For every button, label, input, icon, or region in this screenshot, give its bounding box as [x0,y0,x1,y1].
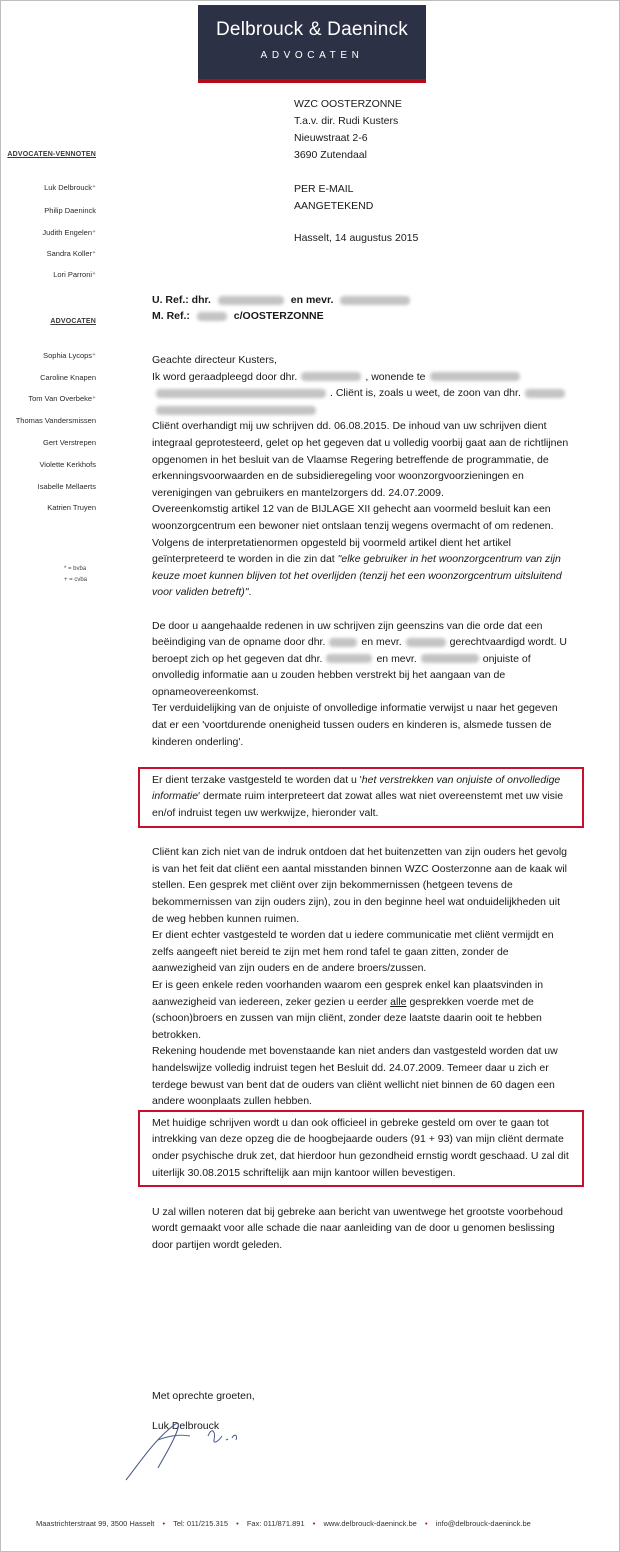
ref-text: c/OOSTERZONNE [233,310,324,322]
text-run: Ter verduidelijking van de onjuiste of onvolledige informatie verwijst u naar het gegeven dat er een 'voortdurende onenigheid tussen ouders en kinderen is, alsmede tussen de kinderen onderling'. [152,702,558,748]
text-run [152,535,572,601]
redacted-text [421,654,479,663]
ref-text: en mevr. [290,294,334,306]
redacted-text [156,406,316,415]
paragraph [152,618,572,751]
text-run: . [248,586,252,599]
partners-heading: ADVOCATEN-VENNOTEN [7,151,96,158]
letter-date: Hasselt, 14 augustus 2015 [294,232,419,244]
lawyer-name: Caroline Knapen [40,373,96,382]
firm-name: Delbrouck & Daeninck [216,19,408,40]
text-run: onjuiste of onvolledig informatie aan u zouden hebben verstrekt bij het aangaan van de opnameovereenkomst. [152,652,531,698]
lawyer-name: Thomas Vandersmissen [15,416,96,425]
paragraph: Cliënt overhandigt mij uw schrijven dd. 06.08.2015. De inhoud van uw schrijven dient integraal geprotesteerd, gelet op het gegeven dat u volledig voorbij gaat aan de richtlijnen opgenomen in het besluit van de Vlaamse Regering betreffende de programmatie, de erkenningsvoorwaarden en de subsidieregeling voor woonzorgvoorzieningen en verenigingen van gebruikers en mantelzorgers dd. 24.07.2009. [152,420,569,499]
legend-cvba: + = cvba [64,577,88,583]
address-line: Nieuwstraat 2-6 [294,132,368,144]
paragraph [152,977,572,1043]
paragraph: Rekening houdende met bovenstaande kan niet anders dan vastgesteld worden dat uw handelswijze volledig indruist tegen het Besluit dd. 24.07.2009. Temeer daar u zich er terdege bewust van bent dat de ouders van cliënt wellicht niet binnen de 60 dagen een andere woonplaats zullen hebben. [152,1045,558,1108]
ref-text: dhr. [191,294,211,306]
ref-label: U. Ref.: [152,294,189,306]
redacted-text [156,389,326,398]
text-run: ' dermate ruim interpreteert dat zowat alles wat niet overeenstemt met uw visie en/of indruist tegen uw werkwijze, hieronder valt. [152,790,564,820]
lawyer-name: Katrien Truyen [47,503,96,512]
quote: het verstrekken van onjuiste of onvolledige informatie [152,773,561,803]
redacted-text [197,312,227,321]
footer-separator: • [162,1519,166,1528]
text-run: Er is geen enkele reden voorhanden waarom een gesprek enkel kan plaatsvinden in aanwezigheid van iedereen, zeker gezien u eerder [152,978,544,1008]
redacted-text [430,372,520,381]
text-run: gesprekken voerde met de (schoon)broers en zussen van mijn cliënt, zonder deze laatste daarin ooit te hebben betrokken. [152,995,542,1041]
text-run: en mevr. [376,652,417,665]
text-run: , wonende te [365,370,426,383]
lawyer-name: Violette Kerkhofs [39,460,96,469]
salutation: Geachte directeur Kusters, [152,354,277,366]
footer-address: Maastrichterstraat 99, 3500 Hasselt [36,1519,155,1528]
footer-separator: • [312,1519,316,1528]
firm-logo [198,5,426,83]
footer-tel: Tel: 011/215.315 [173,1519,228,1528]
footer-website: www.delbrouck-daeninck.be [323,1519,417,1528]
redacted-text [329,638,357,647]
closing: Met oprechte groeten, [152,1390,255,1402]
legend-bvba: * = bvba [64,566,87,572]
redacted-text [406,638,446,647]
lawyer-name: Isabelle Mellaerts [37,482,96,491]
partner-name: Lori Parroni⁺ [53,270,96,279]
text-run: gerechtvaardigd wordt. U beroept zich op het gegeven dat dhr. [152,636,567,665]
text-run [152,618,572,701]
lawyers-heading: ADVOCATEN [50,318,96,325]
recipient-address [294,96,402,215]
redacted-text [301,372,361,381]
lawyer-name: Tom Van Overbeke⁺ [28,394,96,403]
delivery-line: AANGETEKEND [294,200,374,212]
paragraph: Cliënt kan zich niet van de indruk ontdoen dat het buitenzetten van zijn ouders het gevolg is van het feit dat cliënt een aantal misstanden binnen WZC Oosterzonne aan de kaak wil stellen. Een gesprek met cliënt over zijn bekommernissen (hetgeen tevens de bekommernissen van zijn ouders zijn), zou in den beginne heel wat onduidelijkheden uit de weg hebben kunnen ruimen. [152,846,568,925]
partner-name: Sandra Koller⁺ [46,249,96,258]
your-reference [152,292,414,308]
handwritten-signature [118,1396,258,1486]
partner-name: Judith Engelen⁺ [42,228,96,237]
address-line: WZC OOSTERZONNE [294,98,402,110]
footer [36,1519,576,1528]
text-run: De door u aangehaalde redenen in uw schrijven zijn geenszins van die orde dat een beëindiging van de opname door dhr. [152,619,543,649]
text-run: en mevr. [361,636,402,649]
paragraph [152,501,572,601]
text-run: Er dient terzake vastgesteld te worden dat u ' [152,773,362,786]
text-run: Ik word geraadpleegd door dhr. [152,370,298,383]
our-reference [152,308,414,324]
letter-body [152,352,572,1253]
paragraph [152,369,572,419]
highlight-box: Met huidige schrijven wordt u dan ook officieel in gebreke gesteld om over te gaan tot intrekking van deze opzeg die de hoogbejaarde ouders (91 + 93) van mijn cliënt dermate onder psychische druk zet, dat hierdoor hun gezondheid ernstig wordt geschaad. U zal dit uiterlijk 30.08.2015 schriftelijk aan mijn kantoor willen bevestigen. [138,1110,584,1187]
firm-subtitle: ADVOCATEN [260,50,364,61]
ref-label: M. Ref.: [152,310,190,322]
redacted-text [218,296,284,305]
redacted-text [525,389,565,398]
text-run: Volgens de interpretatienormen opgesteld bij voormeld artikel dient het artikel geïnterpreteerd te worden in die zin dat [152,536,511,566]
footer-separator: • [236,1519,239,1528]
references [152,292,414,324]
partner-name: Philip Daeninck [44,206,96,215]
text-run: . Cliënt is, zoals u weet, de zoon van dhr. [330,387,521,400]
paragraph: Er dient echter vastgesteld te worden dat u iedere communicatie met cliënt vermijdt en zelfs aangeeft niet bereid te zijn met hem rond tafel te gaan zitten, zonder de aanwezigheid van zijn ouders en de andere broers/zussen. [152,929,554,975]
delivery-line: PER E-MAIL [294,183,354,195]
highlight-box [138,767,584,828]
signatory: Luk Delbrouck [152,1420,220,1432]
lawyer-name: Gert Verstrepen [43,438,96,447]
partner-name: Luk Delbrouck⁺ [44,183,96,192]
quote: "elke gebruiker in het woonzorgcentrum van zijn keuze moet kunnen blijven tot het overlijden (tenzij het een woonzorgcentrum uitsluitend voor validen betreft)" [152,553,562,599]
underlined-word: alle [390,995,407,1008]
text-run: Overeenkomstig artikel 12 van de BIJLAGE XII gehecht aan voormeld besluit kan een woonzorgcentrum een bewoner niet ontslaan tenzij wegens overmacht of om redenen. [152,503,554,532]
lawyer-name: Sophia Lycops⁺ [43,351,96,360]
footer-email: info@delbrouck-daeninck.be [435,1519,531,1528]
redacted-text [340,296,410,305]
footer-fax: Fax: 011/871.891 [246,1519,305,1528]
address-line: 3690 Zutendaal [294,149,367,161]
redacted-text [326,654,372,663]
paragraph: U zal willen noteren dat bij gebreke aan bericht van uwentwege het grootste voorbehoud wordt gemaakt voor alle schade die naar aanleiding van de door u genomen beslissing door partijen wordt geleden. [152,1205,563,1251]
address-line: T.a.v. dir. Rudi Kusters [294,115,399,127]
footer-separator: • [424,1519,428,1528]
